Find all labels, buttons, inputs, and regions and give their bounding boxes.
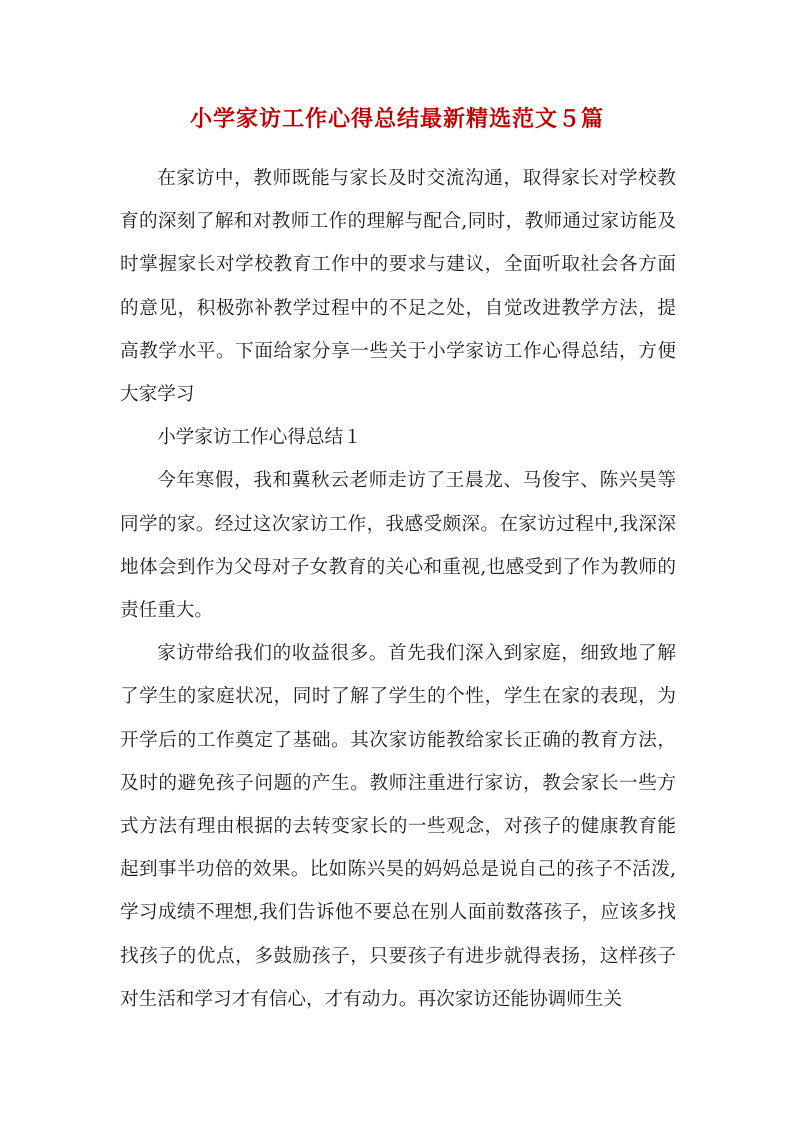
body-paragraph: 今年寒假，我和冀秋云老师走访了王晨龙、马俊宇、陈兴昊等同学的家。经过这次家访工作，我感受颇深。在家访过程中,我深深地体会到作为父母对子女教育的关心和重视,也感受到了作为教师的责任重大。 [120, 470, 676, 622]
document-title: 小学家访工作心得总结最新精选范文５篇 [189, 106, 604, 132]
section-heading: 小学家访工作心得总结１ [157, 427, 362, 449]
document-body [120, 157, 676, 1021]
body-paragraph: 家访带给我们的收益很多。首先我们深入到家庭，细致地了解了学生的家庭状况，同时了解了学生的个性，学生在家的表现，为开学后的工作奠定了基础。其次家访能教给家长正确的教育方法，及时的避免孩子问题的产生。教师注重进行家访，教会家长一些方式方法有理由根据的去转变家长的一些观念，对孩子的健康教育能起到事半功倍的效果。比如陈兴昊的妈妈总是说自己的孩子不活泼,学习成绩不理想,我们告诉他不要总在别人面前数落孩子，应该多找找孩子的优点，多鼓励孩子，只要孩子有进步就得表扬，这样孩子对生活和学习才有信心，才有动力。再次家访还能协调师生关 [120, 643, 676, 1010]
intro-paragraph: 在家访中，教师既能与家长及时交流沟通，取得家长对学校教育的深刻了解和对教师工作的理解与配合,同时，教师通过家访能及时掌握家长对学校教育工作中的要求与建议，全面听取社会各方面的意见，积极弥补教学过程中的不足之处，自觉改进教学方法，提高教学水平。下面给家分享一些关于小学家访工作心得总结，方便大家学习 [120, 168, 676, 406]
